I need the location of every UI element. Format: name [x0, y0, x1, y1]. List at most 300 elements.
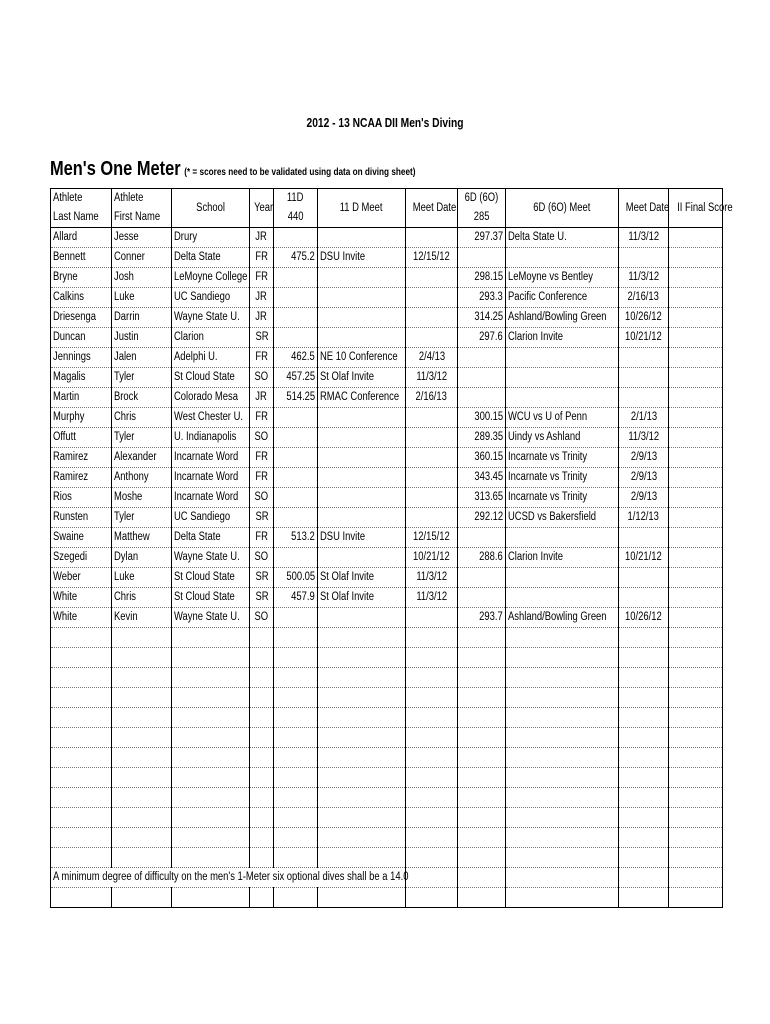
score-6d-cell: [458, 528, 506, 548]
empty-cell: [51, 888, 112, 908]
empty-cell: [619, 848, 669, 868]
empty-cell: [406, 628, 458, 648]
col-header-meet-date-1: Meet Date: [406, 189, 458, 228]
athlete-last-name-cell: Ramirez: [51, 468, 112, 488]
score-11d-cell: 475.2: [274, 248, 318, 268]
meet-6d-cell: [506, 568, 619, 588]
empty-cell: [619, 788, 669, 808]
table-row: [51, 568, 723, 588]
empty-cell: [51, 708, 112, 728]
empty-cell: [619, 748, 669, 768]
empty-cell: [506, 748, 619, 768]
score-6d-cell: [458, 588, 506, 608]
col-header-year: Year: [250, 189, 274, 228]
school-cell: West Chester U.: [172, 408, 250, 428]
meet-6d-cell: [506, 388, 619, 408]
table-row: [51, 428, 723, 448]
athlete-first-name-cell: Chris: [112, 588, 172, 608]
athlete-last-name-cell: Jennings: [51, 348, 112, 368]
final-score-cell: [669, 588, 723, 608]
meet-date-11d-cell: [406, 228, 458, 248]
meet-6d-cell: [506, 368, 619, 388]
table-row: [51, 608, 723, 628]
empty-cell: [112, 788, 172, 808]
score-6d-cell: 297.6: [458, 328, 506, 348]
empty-cell: [619, 868, 669, 888]
meet-date-11d-cell: 2/16/13: [406, 388, 458, 408]
blank-row: [51, 768, 723, 788]
meet-11d-cell: [318, 328, 406, 348]
meet-date-6d-cell: 1/12/13: [619, 508, 669, 528]
meet-6d-cell: [506, 528, 619, 548]
empty-cell: [406, 868, 458, 888]
empty-cell: [51, 808, 112, 828]
empty-cell: [506, 808, 619, 828]
empty-cell: [250, 628, 274, 648]
meet-date-11d-cell: [406, 488, 458, 508]
year-cell: FR: [250, 408, 274, 428]
section-heading: [50, 158, 415, 181]
empty-cell: [274, 748, 318, 768]
athlete-last-name-cell: Weber: [51, 568, 112, 588]
final-score-cell: [669, 548, 723, 568]
empty-cell: [506, 628, 619, 648]
empty-cell: [250, 848, 274, 868]
score-6d-cell: [458, 568, 506, 588]
athlete-first-name-cell: Luke: [112, 288, 172, 308]
table-row: [51, 308, 723, 328]
section-note: (* = scores need to be validated using data on diving sheet): [184, 167, 416, 178]
table-row: [51, 268, 723, 288]
empty-cell: [506, 668, 619, 688]
empty-cell: [506, 708, 619, 728]
athlete-first-name-cell: Anthony: [112, 468, 172, 488]
empty-cell: [669, 728, 723, 748]
score-6d-cell: 293.7: [458, 608, 506, 628]
empty-cell: [406, 848, 458, 868]
table-row: [51, 548, 723, 568]
year-cell: FR: [250, 468, 274, 488]
empty-cell: [250, 888, 274, 908]
athlete-last-name-cell: Magalis: [51, 368, 112, 388]
school-cell: Wayne State U.: [172, 548, 250, 568]
empty-cell: [274, 688, 318, 708]
athlete-first-name-cell: Jalen: [112, 348, 172, 368]
meet-date-6d-cell: [619, 528, 669, 548]
final-score-cell: [669, 388, 723, 408]
empty-cell: [318, 748, 406, 768]
empty-cell: [619, 628, 669, 648]
meet-6d-cell: Delta State U.: [506, 228, 619, 248]
meet-6d-cell: Incarnate vs Trinity: [506, 468, 619, 488]
empty-cell: [112, 688, 172, 708]
score-11d-cell: 500.05: [274, 568, 318, 588]
meet-6d-cell: Clarion Invite: [506, 328, 619, 348]
empty-cell: [669, 628, 723, 648]
empty-cell: [458, 648, 506, 668]
empty-cell: [406, 688, 458, 708]
empty-cell: [318, 788, 406, 808]
school-cell: Clarion: [172, 328, 250, 348]
athlete-first-name-cell: Tyler: [112, 428, 172, 448]
meet-11d-cell: [318, 308, 406, 328]
empty-cell: [506, 728, 619, 748]
meet-date-6d-cell: 10/21/12: [619, 328, 669, 348]
meet-date-11d-cell: 2/4/13: [406, 348, 458, 368]
empty-cell: [112, 728, 172, 748]
meet-6d-cell: Incarnate vs Trinity: [506, 488, 619, 508]
athlete-first-name-cell: Chris: [112, 408, 172, 428]
school-cell: Wayne State U.: [172, 308, 250, 328]
meet-date-6d-cell: 10/21/12: [619, 548, 669, 568]
score-11d-cell: [274, 488, 318, 508]
empty-cell: [250, 688, 274, 708]
empty-cell: [172, 828, 250, 848]
empty-cell: [669, 868, 723, 888]
score-11d-cell: [274, 408, 318, 428]
empty-cell: [172, 768, 250, 788]
empty-cell: [51, 848, 112, 868]
year-cell: FR: [250, 448, 274, 468]
empty-cell: [274, 848, 318, 868]
table-row: [51, 328, 723, 348]
empty-cell: [112, 748, 172, 768]
score-6d-cell: 289.35: [458, 428, 506, 448]
school-cell: U. Indianapolis: [172, 428, 250, 448]
section-title: Men's One Meter: [50, 158, 181, 180]
blank-row: [51, 688, 723, 708]
empty-cell: [274, 808, 318, 828]
athlete-first-name-cell: Brock: [112, 388, 172, 408]
athlete-last-name-cell: Duncan: [51, 328, 112, 348]
score-11d-cell: [274, 468, 318, 488]
final-score-cell: [669, 568, 723, 588]
meet-11d-cell: St Olaf Invite: [318, 588, 406, 608]
meet-date-11d-cell: 12/15/12: [406, 528, 458, 548]
athlete-last-name-cell: Runsten: [51, 508, 112, 528]
athlete-first-name-cell: Dylan: [112, 548, 172, 568]
meet-11d-cell: [318, 288, 406, 308]
meet-date-11d-cell: [406, 428, 458, 448]
score-11d-cell: [274, 268, 318, 288]
athlete-last-name-cell: Rios: [51, 488, 112, 508]
empty-cell: [669, 788, 723, 808]
empty-cell: [112, 888, 172, 908]
year-cell: SO: [250, 548, 274, 568]
empty-cell: [274, 768, 318, 788]
year-cell: FR: [250, 268, 274, 288]
meet-11d-cell: [318, 488, 406, 508]
empty-cell: [506, 828, 619, 848]
empty-cell: [250, 648, 274, 668]
empty-cell: [458, 708, 506, 728]
empty-cell: [458, 848, 506, 868]
athlete-last-name-cell: Offutt: [51, 428, 112, 448]
year-cell: JR: [250, 308, 274, 328]
empty-cell: [458, 788, 506, 808]
col-header-last-2: Last Name: [51, 208, 112, 228]
empty-cell: [669, 748, 723, 768]
empty-cell: [406, 888, 458, 908]
meet-11d-cell: [318, 228, 406, 248]
empty-cell: [274, 648, 318, 668]
year-cell: FR: [250, 348, 274, 368]
table-row: [51, 228, 723, 248]
school-cell: Incarnate Word: [172, 488, 250, 508]
athlete-first-name-cell: Matthew: [112, 528, 172, 548]
col-header-first-1: Athlete: [112, 189, 172, 209]
empty-cell: [458, 868, 506, 888]
empty-cell: [318, 708, 406, 728]
school-cell: Adelphi U.: [172, 348, 250, 368]
athlete-last-name-cell: Martin: [51, 388, 112, 408]
empty-cell: [318, 828, 406, 848]
blank-row: [51, 748, 723, 768]
score-11d-cell: 514.25: [274, 388, 318, 408]
empty-cell: [669, 848, 723, 868]
score-6d-cell: 314.25: [458, 308, 506, 328]
meet-6d-cell: Incarnate vs Trinity: [506, 448, 619, 468]
score-11d-cell: [274, 308, 318, 328]
score-11d-cell: [274, 428, 318, 448]
athlete-last-name-cell: Calkins: [51, 288, 112, 308]
athlete-first-name-cell: Tyler: [112, 508, 172, 528]
meet-date-6d-cell: [619, 588, 669, 608]
blank-row: [51, 828, 723, 848]
score-6d-cell: 297.37: [458, 228, 506, 248]
empty-cell: [318, 688, 406, 708]
athlete-first-name-cell: Josh: [112, 268, 172, 288]
final-score-cell: [669, 508, 723, 528]
athlete-first-name-cell: Moshe: [112, 488, 172, 508]
meet-11d-cell: NE 10 Conference: [318, 348, 406, 368]
final-score-cell: [669, 228, 723, 248]
empty-cell: [51, 728, 112, 748]
empty-cell: [172, 708, 250, 728]
athlete-first-name-cell: Justin: [112, 328, 172, 348]
empty-cell: [112, 768, 172, 788]
score-11d-cell: [274, 288, 318, 308]
meet-date-11d-cell: [406, 508, 458, 528]
col-header-meet-date-2: Meet Date: [619, 189, 669, 228]
empty-cell: [669, 668, 723, 688]
athlete-first-name-cell: Kevin: [112, 608, 172, 628]
empty-cell: [112, 668, 172, 688]
athlete-last-name-cell: Driesenga: [51, 308, 112, 328]
meet-date-11d-cell: 10/21/12: [406, 548, 458, 568]
meet-date-11d-cell: [406, 468, 458, 488]
empty-cell: [458, 808, 506, 828]
final-score-cell: [669, 448, 723, 468]
empty-cell: [274, 628, 318, 648]
score-6d-cell: [458, 248, 506, 268]
meet-11d-cell: [318, 268, 406, 288]
score-6d-cell: [458, 388, 506, 408]
year-cell: SO: [250, 488, 274, 508]
empty-cell: [318, 808, 406, 828]
empty-cell: [506, 688, 619, 708]
col-header-final-score: II Final Score: [669, 189, 723, 228]
blank-row: [51, 728, 723, 748]
col-header-6d: 6D (6O): [458, 189, 506, 209]
blank-row: [51, 628, 723, 648]
empty-cell: [458, 828, 506, 848]
empty-cell: [318, 628, 406, 648]
empty-cell: [406, 748, 458, 768]
meet-6d-cell: [506, 588, 619, 608]
empty-cell: [619, 828, 669, 848]
athlete-last-name-cell: White: [51, 588, 112, 608]
meet-date-11d-cell: [406, 308, 458, 328]
empty-cell: [506, 888, 619, 908]
athlete-first-name-cell: Luke: [112, 568, 172, 588]
empty-cell: [250, 748, 274, 768]
school-cell: Delta State: [172, 528, 250, 548]
empty-cell: [406, 828, 458, 848]
table-row: [51, 408, 723, 428]
meet-date-11d-cell: [406, 408, 458, 428]
empty-cell: [274, 828, 318, 848]
score-11d-cell: [274, 608, 318, 628]
empty-cell: [172, 848, 250, 868]
athlete-last-name-cell: Swaine: [51, 528, 112, 548]
meet-date-11d-cell: 12/15/12: [406, 248, 458, 268]
empty-cell: [274, 788, 318, 808]
score-11d-cell: 457.9: [274, 588, 318, 608]
meet-date-6d-cell: [619, 248, 669, 268]
empty-cell: [406, 808, 458, 828]
empty-cell: [250, 828, 274, 848]
meet-6d-cell: WCU vs U of Penn: [506, 408, 619, 428]
col-header-11d-dd: 440: [274, 208, 318, 228]
empty-cell: [619, 728, 669, 748]
meet-date-11d-cell: [406, 268, 458, 288]
athlete-last-name-cell: White: [51, 608, 112, 628]
year-cell: FR: [250, 248, 274, 268]
meet-6d-cell: [506, 348, 619, 368]
empty-cell: [112, 648, 172, 668]
empty-cell: [318, 888, 406, 908]
empty-cell: [406, 668, 458, 688]
footnote-row: [51, 868, 723, 888]
header-row-1: [51, 189, 723, 209]
meet-date-6d-cell: 2/1/13: [619, 408, 669, 428]
score-6d-cell: 298.15: [458, 268, 506, 288]
diving-results-table: [50, 188, 733, 908]
empty-cell: [669, 888, 723, 908]
empty-cell: [172, 808, 250, 828]
school-cell: St Cloud State: [172, 588, 250, 608]
empty-cell: [250, 668, 274, 688]
athlete-last-name-cell: Bennett: [51, 248, 112, 268]
meet-11d-cell: DSU Invite: [318, 528, 406, 548]
meet-date-6d-cell: [619, 568, 669, 588]
empty-cell: [619, 708, 669, 728]
meet-11d-cell: [318, 408, 406, 428]
empty-cell: [51, 648, 112, 668]
athlete-last-name-cell: Allard: [51, 228, 112, 248]
empty-cell: [112, 628, 172, 648]
empty-cell: [458, 668, 506, 688]
meet-11d-cell: [318, 468, 406, 488]
table-row: [51, 388, 723, 408]
final-score-cell: [669, 368, 723, 388]
year-cell: JR: [250, 388, 274, 408]
meet-6d-cell: Pacific Conference: [506, 288, 619, 308]
meet-date-6d-cell: 2/9/13: [619, 468, 669, 488]
empty-cell: [406, 768, 458, 788]
meet-date-6d-cell: [619, 368, 669, 388]
table-row: [51, 288, 723, 308]
empty-cell: [458, 628, 506, 648]
score-11d-cell: [274, 448, 318, 468]
score-6d-cell: 293.3: [458, 288, 506, 308]
empty-cell: [172, 648, 250, 668]
athlete-first-name-cell: Conner: [112, 248, 172, 268]
final-score-cell: [669, 268, 723, 288]
meet-6d-cell: Clarion Invite: [506, 548, 619, 568]
empty-cell: [112, 808, 172, 828]
empty-cell: [458, 728, 506, 748]
empty-cell: [250, 768, 274, 788]
meet-date-6d-cell: 11/3/12: [619, 428, 669, 448]
meet-11d-cell: [318, 508, 406, 528]
athlete-last-name-cell: Ramirez: [51, 448, 112, 468]
year-cell: SR: [250, 328, 274, 348]
col-header-6d-meet: 6D (6O) Meet: [506, 189, 619, 228]
table-row: [51, 588, 723, 608]
empty-cell: [172, 788, 250, 808]
col-header-11d-meet: 11 D Meet: [318, 189, 406, 228]
table-row: [51, 348, 723, 368]
col-header-first-2: First Name: [112, 208, 172, 228]
meet-date-11d-cell: [406, 608, 458, 628]
empty-cell: [406, 788, 458, 808]
blank-row: [51, 708, 723, 728]
empty-cell: [619, 668, 669, 688]
meet-6d-cell: Ashland/Bowling Green: [506, 308, 619, 328]
empty-cell: [250, 708, 274, 728]
score-6d-cell: 300.15: [458, 408, 506, 428]
score-6d-cell: 343.45: [458, 468, 506, 488]
empty-cell: [458, 688, 506, 708]
final-score-cell: [669, 248, 723, 268]
blank-row: [51, 648, 723, 668]
col-header-11d: 11D: [274, 189, 318, 209]
score-11d-cell: [274, 548, 318, 568]
meet-6d-cell: Uindy vs Ashland: [506, 428, 619, 448]
empty-cell: [250, 728, 274, 748]
meet-6d-cell: [506, 248, 619, 268]
athlete-last-name-cell: Murphy: [51, 408, 112, 428]
meet-date-11d-cell: 11/3/12: [406, 588, 458, 608]
col-header-6d-dd: 285: [458, 208, 506, 228]
final-score-cell: [669, 468, 723, 488]
meet-date-11d-cell: [406, 288, 458, 308]
meet-date-11d-cell: 11/3/12: [406, 568, 458, 588]
final-score-cell: [669, 348, 723, 368]
final-score-cell: [669, 328, 723, 348]
empty-cell: [506, 868, 619, 888]
meet-date-6d-cell: 10/26/12: [619, 608, 669, 628]
table-row: [51, 248, 723, 268]
final-score-cell: [669, 488, 723, 508]
empty-cell: [669, 768, 723, 788]
school-cell: St Cloud State: [172, 368, 250, 388]
athlete-last-name-cell: Bryne: [51, 268, 112, 288]
score-11d-cell: 457.25: [274, 368, 318, 388]
score-6d-cell: 292.12: [458, 508, 506, 528]
